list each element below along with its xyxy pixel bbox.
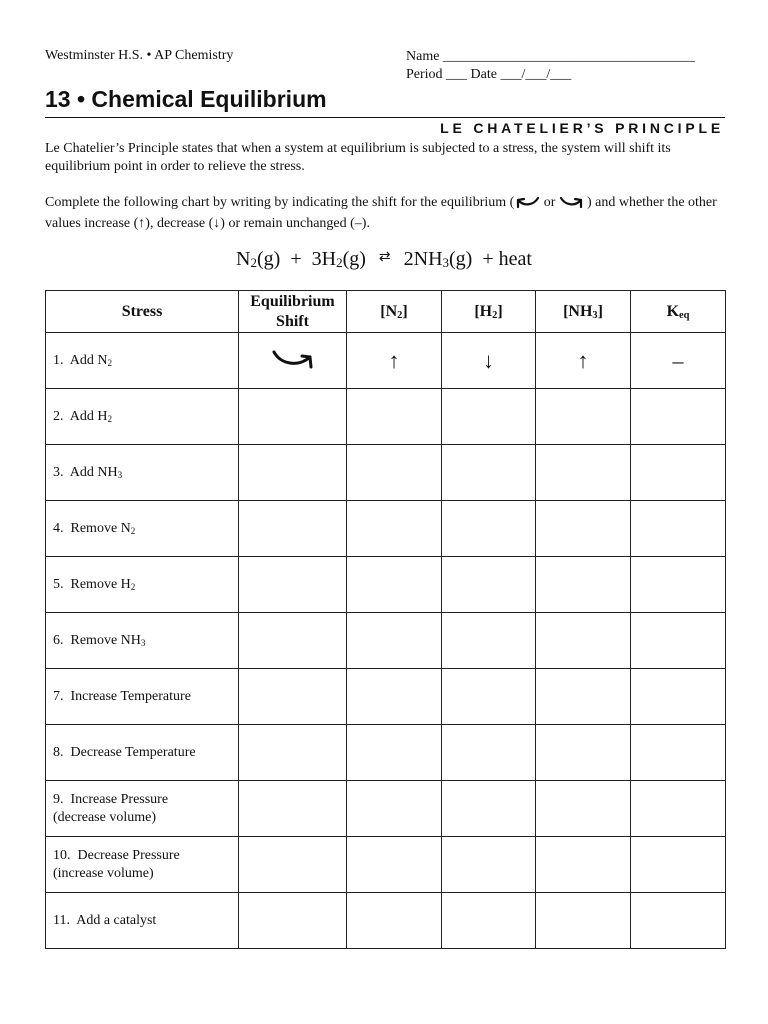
shift-cell[interactable] [239, 389, 347, 445]
eq-plus: + [290, 248, 302, 270]
h2-cell[interactable] [442, 445, 536, 501]
stress-sub: 3 [117, 469, 123, 480]
eq-nh3: 2NH [403, 248, 443, 270]
keq-cell[interactable] [631, 893, 726, 949]
instructions-paragraph [45, 194, 725, 233]
header-n2-sub: 2 [397, 309, 403, 321]
table-row [46, 781, 726, 837]
stress-cell [46, 893, 239, 949]
eq-h2-sub: 2 [336, 255, 343, 270]
n2-cell[interactable] [347, 557, 442, 613]
stress-sub: 2 [107, 357, 113, 368]
header-n2-text: [N [380, 302, 398, 320]
eq-n2: N [236, 248, 251, 270]
school-course-label: Westminster H.S. • AP Chemistry [45, 48, 234, 63]
keq-cell[interactable] [631, 781, 726, 837]
table-row [46, 333, 726, 389]
student-info-block [406, 48, 695, 84]
stress-text: Add H [69, 408, 108, 424]
keq-cell[interactable] [631, 445, 726, 501]
header-nh3-close: ] [597, 302, 603, 320]
shift-cell[interactable] [239, 725, 347, 781]
n2-cell[interactable] [347, 781, 442, 837]
stress-text: Decrease Temperature [70, 744, 196, 760]
h2-cell[interactable] [442, 557, 536, 613]
row-number: 2. [53, 408, 64, 424]
eq-n2-sub: 2 [250, 255, 257, 270]
row-number: 6. [53, 632, 64, 648]
nh3-cell[interactable] [536, 501, 631, 557]
instructions-text-start: Complete the following chart by writing by indicating the shift for the equilibrium ( [45, 195, 515, 210]
keq-cell[interactable] [631, 557, 726, 613]
shift-cell[interactable] [239, 557, 347, 613]
nh3-cell[interactable] [536, 557, 631, 613]
shift-cell[interactable] [239, 781, 347, 837]
header-keq [631, 291, 726, 333]
shift-cell[interactable] [239, 893, 347, 949]
header-h2-text: [H [474, 302, 493, 320]
row-number: 3. [53, 464, 64, 480]
stress-cell [46, 333, 239, 389]
stress-cell [46, 837, 239, 893]
stress-text: Add NH [69, 464, 118, 480]
header-stress: Stress [46, 291, 239, 333]
stress-cell [46, 613, 239, 669]
table-row [46, 389, 726, 445]
row-number: 8. [53, 744, 64, 760]
eq-nh3-state: (g) [449, 248, 473, 270]
nh3-cell[interactable] [536, 781, 631, 837]
h2-cell[interactable] [442, 781, 536, 837]
keq-cell[interactable] [631, 389, 726, 445]
table-row [46, 837, 726, 893]
table-row [46, 725, 726, 781]
eq-h2-state: (g) [342, 248, 366, 270]
eq-n2-state: (g) [257, 248, 281, 270]
stress-text-line2: (decrease volume) [53, 809, 156, 825]
keq-cell[interactable] [631, 725, 726, 781]
nh3-cell[interactable] [536, 893, 631, 949]
shift-right-arrow-icon [559, 195, 587, 215]
nh3-cell[interactable]: ↑ [536, 333, 631, 389]
header-h2 [442, 291, 536, 333]
header-nh3-sub: 3 [592, 309, 598, 321]
keq-cell[interactable] [631, 669, 726, 725]
h2-cell[interactable] [442, 669, 536, 725]
shift-cell[interactable] [239, 501, 347, 557]
shift-cell[interactable] [239, 613, 347, 669]
stress-text: Remove NH [70, 632, 141, 648]
eq-heat: + heat [482, 248, 532, 270]
stress-text: Remove H [70, 576, 131, 592]
n2-cell[interactable]: ↑ [347, 333, 442, 389]
table-row [46, 613, 726, 669]
eq-h2: 3H [311, 248, 337, 270]
instructions-text-end: ) and whether the other values increase (↑), decrease (↓) or remain unchanged (–). [45, 195, 717, 231]
stress-text: Decrease Pressure [77, 847, 180, 863]
stress-cell [46, 389, 239, 445]
stress-text: Increase Temperature [70, 688, 191, 704]
keq-cell[interactable] [631, 613, 726, 669]
row-number: 10. [53, 847, 71, 863]
header-equilibrium-shift [239, 291, 347, 333]
n2-cell[interactable] [347, 725, 442, 781]
header-shift-line1: Equilibrium [250, 292, 335, 310]
header-h2-sub: 2 [492, 309, 498, 321]
header-n2-close: ] [402, 302, 408, 320]
nh3-cell[interactable] [536, 725, 631, 781]
stress-text-line2: (increase volume) [53, 865, 154, 881]
row-number: 1. [53, 352, 64, 368]
stress-cell [46, 669, 239, 725]
stress-cell [46, 445, 239, 501]
n2-cell[interactable] [347, 613, 442, 669]
n2-cell[interactable] [347, 445, 442, 501]
keq-cell[interactable] [631, 501, 726, 557]
header-nh3-text: [NH [563, 302, 593, 320]
header-h2-close: ] [497, 302, 503, 320]
header-n2 [347, 291, 442, 333]
stress-sub: 2 [130, 525, 136, 536]
nh3-cell[interactable] [536, 669, 631, 725]
row-number: 11. [53, 912, 70, 928]
section-subtitle: LE CHATELIER’S PRINCIPLE [440, 120, 724, 136]
shift-cell[interactable] [239, 669, 347, 725]
table-row [46, 501, 726, 557]
stress-text: Add N [69, 352, 108, 368]
equilibrium-chart-table [45, 290, 726, 949]
shift-cell[interactable] [239, 837, 347, 893]
nh3-cell[interactable] [536, 837, 631, 893]
n2-cell[interactable] [347, 669, 442, 725]
h2-cell[interactable]: ↓ [442, 333, 536, 389]
h2-cell[interactable] [442, 613, 536, 669]
keq-cell[interactable] [631, 837, 726, 893]
reaction-equation [0, 248, 768, 271]
intro-paragraph: Le Chatelier’s Principle states that when a system at equilibrium is subjected to a stress, the system will shift its equilibrium point in order to relieve the stress. [45, 141, 671, 174]
stress-sub: 2 [130, 581, 136, 592]
title-divider [45, 117, 725, 118]
stress-sub: 2 [107, 413, 113, 424]
nh3-cell[interactable] [536, 389, 631, 445]
table-header-row [46, 291, 726, 333]
n2-cell[interactable] [347, 389, 442, 445]
stress-cell [46, 557, 239, 613]
h2-cell[interactable] [442, 837, 536, 893]
table-row [46, 557, 726, 613]
n2-cell[interactable] [347, 893, 442, 949]
nh3-cell[interactable] [536, 613, 631, 669]
h2-cell[interactable] [442, 893, 536, 949]
page-title: 13 • Chemical Equilibrium [45, 86, 327, 112]
row-number: 9. [53, 791, 64, 807]
stress-text: Add a catalyst [76, 912, 157, 928]
h2-cell[interactable] [442, 501, 536, 557]
table-row [46, 669, 726, 725]
eq-nh3-sub: 3 [442, 255, 450, 270]
table-row [46, 445, 726, 501]
row-number: 5. [53, 576, 64, 592]
stress-cell [46, 781, 239, 837]
shift-cell[interactable] [239, 445, 347, 501]
shift-left-arrow-icon [514, 195, 540, 215]
shift-cell[interactable] [239, 333, 347, 389]
header-shift-line2: Shift [276, 312, 309, 330]
n2-cell[interactable] [347, 837, 442, 893]
nh3-cell[interactable] [536, 445, 631, 501]
stress-text: Increase Pressure [70, 791, 169, 807]
table-row [46, 893, 726, 949]
period-date-line[interactable]: Period ___ Date ___/___/___ [406, 67, 572, 82]
equilibrium-arrow-icon: ⇄ [378, 250, 391, 265]
stress-cell [46, 725, 239, 781]
stress-sub: 3 [140, 637, 146, 648]
stress-cell [46, 501, 239, 557]
header-keq-sub: eq [679, 309, 690, 321]
shift-right-arrow-icon [269, 351, 317, 376]
keq-cell[interactable]: – [631, 333, 726, 389]
h2-cell[interactable] [442, 725, 536, 781]
h2-cell[interactable] [442, 389, 536, 445]
name-line[interactable]: Name ____________________________________ [406, 49, 695, 64]
instructions-text-or: or [540, 195, 559, 210]
header-keq-text: K [666, 302, 680, 320]
header-nh3 [536, 291, 631, 333]
n2-cell[interactable] [347, 501, 442, 557]
stress-text: Remove N [70, 520, 131, 536]
row-number: 4. [53, 520, 64, 536]
row-number: 7. [53, 688, 64, 704]
